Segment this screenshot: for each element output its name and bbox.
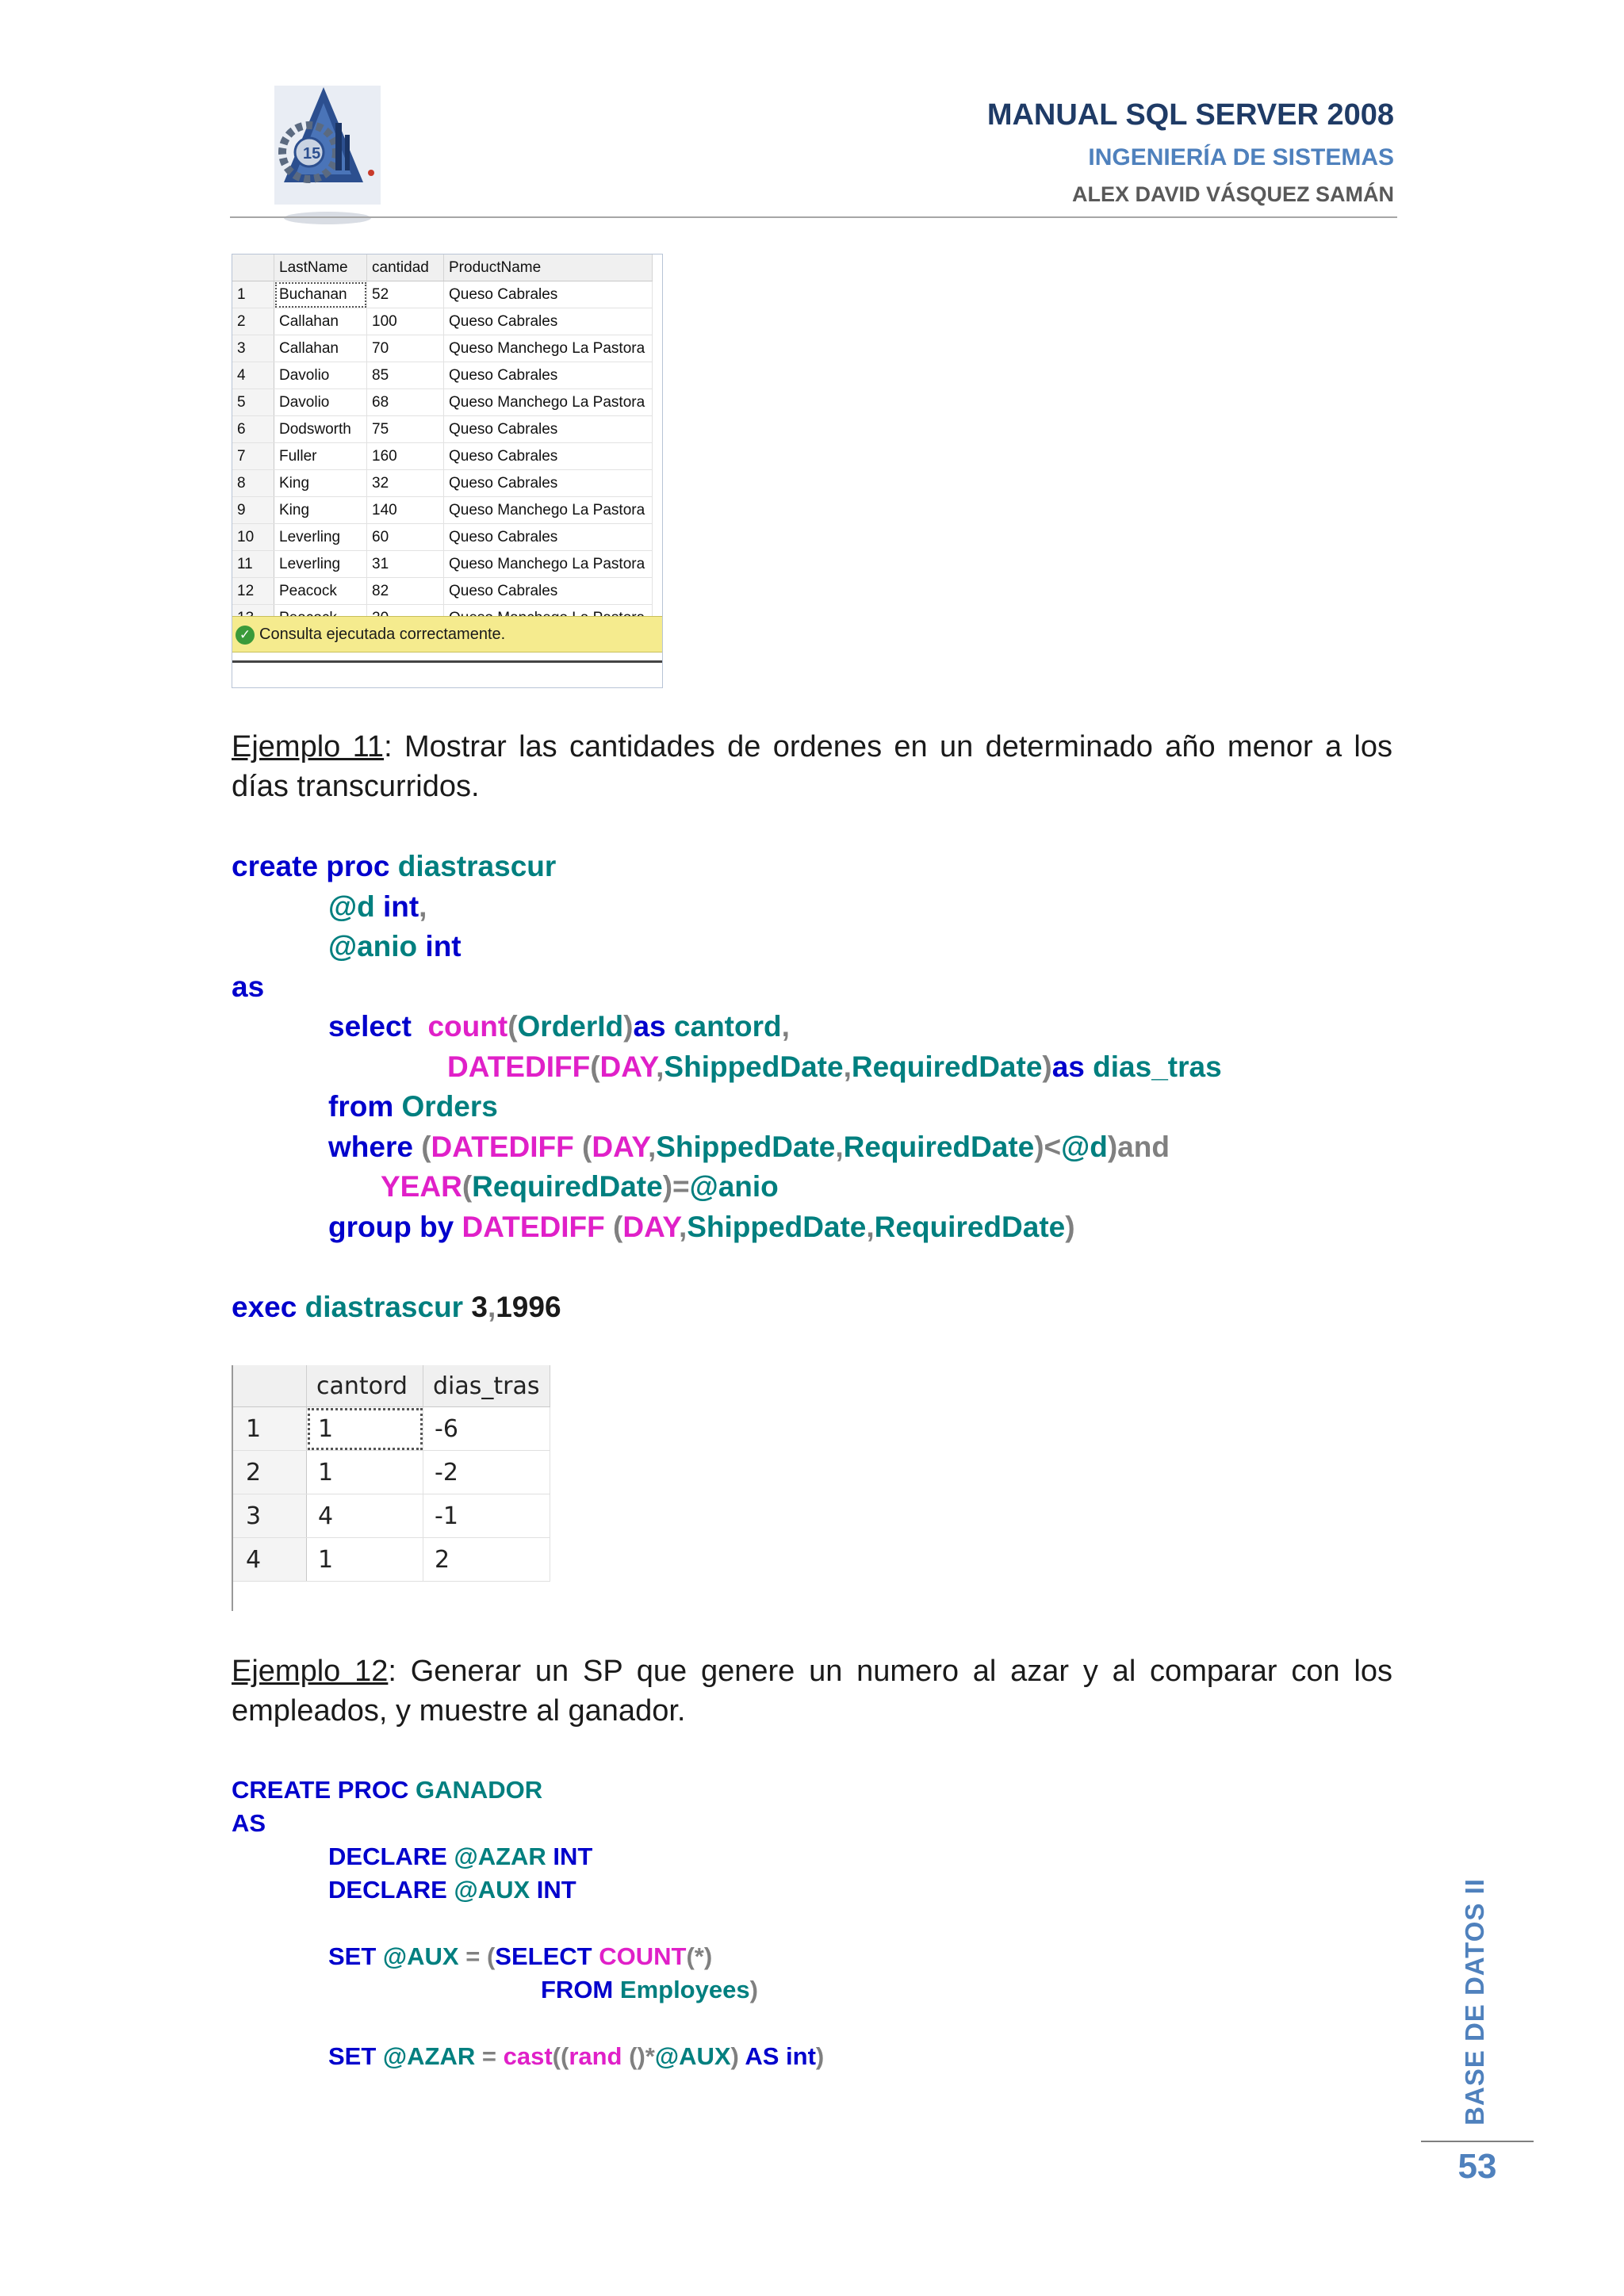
table-row <box>233 1451 550 1494</box>
example-12-description <box>232 1651 1392 1731</box>
table-cell: 32 <box>367 470 444 497</box>
table-row <box>233 1407 550 1451</box>
header-divider <box>230 216 1397 218</box>
example-12-text: : Generar un SP que genere un numero al azar y al comparar con los empleados, y muestre al ganador. <box>232 1655 1392 1728</box>
table-cell: King <box>274 470 367 497</box>
row-number-cell: 12 <box>232 578 274 605</box>
table-cell: Queso Manchego La Pastora <box>444 389 653 416</box>
row-number-cell: 1 <box>233 1407 307 1451</box>
table-header-row <box>232 254 653 281</box>
example-11-label: Ejemplo 11 <box>232 730 385 763</box>
row-number-cell: 8 <box>232 470 274 497</box>
table-cell: Dodsworth <box>274 416 367 443</box>
example-11-text: : Mostrar las cantidades de ordenes en un determinado año menor a los días transcurridos. <box>232 730 1393 803</box>
status-message: Consulta ejecutada correctamente. <box>259 626 506 643</box>
query-status-bar <box>232 616 662 652</box>
table-cell: 2 <box>423 1538 550 1582</box>
table-cell: -2 <box>423 1451 550 1494</box>
table-cell: 1 <box>307 1538 423 1582</box>
table-cell: 85 <box>367 362 444 389</box>
row-number-cell: 11 <box>232 551 274 578</box>
table-cell: -6 <box>423 1407 550 1451</box>
row-number-cell: 4 <box>233 1538 307 1582</box>
results-grid-employees <box>232 254 663 688</box>
table-cell: Queso Cabrales <box>444 470 653 497</box>
table-row <box>232 362 653 389</box>
code-line: select count(OrderId)as cantord, <box>328 1010 790 1043</box>
code-line: as <box>232 970 265 1003</box>
code-line-blank <box>232 1907 824 1940</box>
footer-divider <box>1421 2141 1534 2142</box>
author-name: ALEX DAVID VÁSQUEZ SAMÁN <box>1071 182 1394 206</box>
results-grid-diastrascur <box>232 1365 603 1611</box>
table-cell: Queso Cabrales <box>444 281 653 308</box>
table-cell: King <box>274 497 367 524</box>
table-cell: 31 <box>367 551 444 578</box>
row-number-cell: 7 <box>232 443 274 470</box>
table-cell: 82 <box>367 578 444 605</box>
code-line: from Orders <box>328 1090 498 1123</box>
table-row <box>232 335 653 362</box>
table-header-row <box>233 1365 550 1407</box>
code-line: group by DATEDIFF (DAY,ShippedDate,RequiredDate) <box>328 1210 1075 1243</box>
check-circle-icon: ✓ <box>236 626 255 645</box>
code-line: @anio int <box>328 930 462 962</box>
page-number: 53 <box>1457 2147 1497 2186</box>
code-line: YEAR(RequiredDate)=@anio <box>381 1170 779 1203</box>
code-line: create proc diastrascur <box>232 850 557 882</box>
table-cell: Queso Cabrales <box>444 443 653 470</box>
code-line: CREATE PROC GANADOR <box>232 1776 543 1804</box>
table-cell: Fuller <box>274 443 367 470</box>
code-line: @d int, <box>328 890 427 923</box>
table-cell: 160 <box>367 443 444 470</box>
column-header-cantord: cantord <box>307 1365 423 1407</box>
career-subtitle: INGENIERÍA DE SISTEMAS <box>1088 144 1394 170</box>
table-cell: Davolio <box>274 362 367 389</box>
table-cell: 75 <box>367 416 444 443</box>
table-row <box>232 443 653 470</box>
row-number-cell: 9 <box>232 497 274 524</box>
table-row <box>232 551 653 578</box>
code-line: DATEDIFF(DAY,ShippedDate,RequiredDate)as dias_tras <box>447 1050 1222 1083</box>
university-logo <box>268 79 387 230</box>
code-line: DECLARE @AUX INT <box>328 1876 576 1904</box>
table-cell: Peacock <box>274 578 367 605</box>
code-line-blank <box>232 2007 824 2040</box>
table-cell: Queso Cabrales <box>444 524 653 551</box>
table-row <box>232 578 653 605</box>
table-cell: Leverling <box>274 551 367 578</box>
course-name: BASE DE DATOS II <box>1460 1878 1489 2126</box>
table-row <box>232 524 653 551</box>
column-header-productname: ProductName <box>444 254 653 281</box>
column-header-cantidad: cantidad <box>367 254 444 281</box>
code-block-diastrascur <box>232 847 1222 1327</box>
side-course-label <box>1451 1875 1499 2129</box>
table-row <box>232 281 653 308</box>
table-cell: -1 <box>423 1494 550 1538</box>
row-number-cell: 4 <box>232 362 274 389</box>
table-cell: Callahan <box>274 308 367 335</box>
table-cell: 4 <box>307 1494 423 1538</box>
code-line: where (DATEDIFF (DAY,ShippedDate,RequiredDate)<@d)and <box>328 1130 1170 1163</box>
table-row <box>232 416 653 443</box>
code-line: AS <box>232 1809 266 1837</box>
table-row <box>232 389 653 416</box>
column-header-rownum <box>233 1365 307 1407</box>
row-number-cell: 1 <box>232 281 274 308</box>
svg-text:15: 15 <box>303 145 321 163</box>
code-block-ganador <box>232 1774 824 2073</box>
table-cell: 100 <box>367 308 444 335</box>
row-number-cell: 3 <box>233 1494 307 1538</box>
table-row <box>233 1538 550 1582</box>
table-cell: 70 <box>367 335 444 362</box>
example-12-label: Ejemplo 12 <box>232 1655 389 1688</box>
table-cell: 1 <box>307 1407 423 1451</box>
column-header-lastname: LastName <box>274 254 367 281</box>
results-table <box>233 1365 550 1582</box>
table-row <box>232 308 653 335</box>
table-cell: Queso Cabrales <box>444 362 653 389</box>
column-header-rownum <box>232 254 274 281</box>
table-cell: Queso Manchego La Pastora <box>444 551 653 578</box>
code-line-blank <box>232 1247 1222 1288</box>
row-number-cell: 6 <box>232 416 274 443</box>
code-line: SET @AUX = (SELECT COUNT(*) <box>328 1942 713 1970</box>
table-row <box>233 1494 550 1538</box>
code-line: exec diastrascur 3,1996 <box>232 1290 561 1323</box>
row-number-cell: 2 <box>232 308 274 335</box>
table-cell: Buchanan <box>274 281 367 308</box>
table-cell: Queso Cabrales <box>444 578 653 605</box>
table-cell: Callahan <box>274 335 367 362</box>
table-cell: Queso Cabrales <box>444 416 653 443</box>
row-number-cell: 10 <box>232 524 274 551</box>
table-cell: Queso Cabrales <box>444 308 653 335</box>
table-cell: 68 <box>367 389 444 416</box>
table-cell: 1 <box>307 1451 423 1494</box>
table-cell: 60 <box>367 524 444 551</box>
table-cell: Davolio <box>274 389 367 416</box>
grid-footer-bar <box>232 660 662 688</box>
row-number-cell: 5 <box>232 389 274 416</box>
code-line: SET @AZAR = cast((rand ()*@AUX) AS int) <box>328 2042 825 2070</box>
table-cell: Queso Manchego La Pastora <box>444 335 653 362</box>
results-table <box>232 254 653 632</box>
example-11-description <box>232 727 1392 806</box>
row-number-cell: 3 <box>232 335 274 362</box>
table-row <box>232 470 653 497</box>
column-header-dias-tras: dias_tras <box>423 1365 550 1407</box>
row-number-cell: 2 <box>233 1451 307 1494</box>
table-cell: Queso Manchego La Pastora <box>444 497 653 524</box>
manual-title: MANUAL SQL SERVER 2008 <box>986 98 1394 132</box>
table-cell: 52 <box>367 281 444 308</box>
table-cell: Leverling <box>274 524 367 551</box>
code-line: DECLARE @AZAR INT <box>328 1843 593 1870</box>
table-cell: 140 <box>367 497 444 524</box>
table-row <box>232 497 653 524</box>
code-line: FROM Employees) <box>541 1976 758 2003</box>
